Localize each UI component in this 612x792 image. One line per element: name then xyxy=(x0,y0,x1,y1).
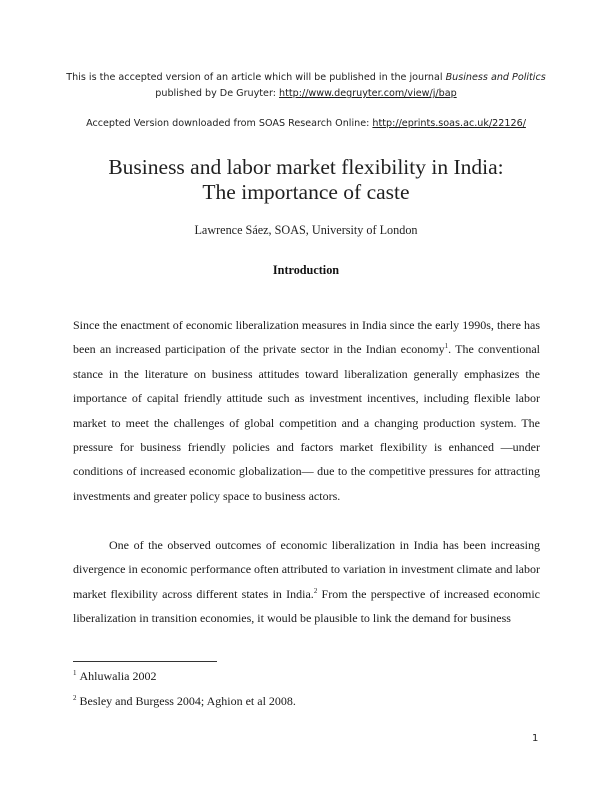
repository-link[interactable]: http://eprints.soas.ac.uk/22126/ xyxy=(372,118,526,129)
footnote-ref-1[interactable]: 1 xyxy=(444,342,449,351)
para1-text-b: . The conventional stance in the literature on business attitudes toward liberalization generally emphasizes the importance of capital friendly attitude such as investment incentives, including flexible labor market to meet the challenges of global competition and a changing production system. The pressure for business friendly policies and factors market flexibility is enhanced —under conditions of increased economic globalization— due to the competitive pressures for attracting investments and greater policy space to business actors. xyxy=(73,342,540,503)
author-line: Lawrence Sáez, SOAS, University of London xyxy=(194,223,418,237)
title-line-1: Business and labor market flexibility in India: xyxy=(108,155,504,179)
journal-name: Business and Politics xyxy=(445,72,546,83)
footnote-1-text: Ahluwalia 2002 xyxy=(79,669,157,683)
para1-text-a: Since the enactment of economic liberalization measures in India since the early 1990s, there has been an increased participation of the private sector in the Indian economy xyxy=(73,318,540,357)
body-paragraph-2 xyxy=(73,533,540,631)
footnote-ref-2[interactable]: 2 xyxy=(313,586,318,595)
footnote-1 xyxy=(73,669,157,684)
title-line-2: The importance of caste xyxy=(202,180,410,204)
repository-notice-text: Accepted Version downloaded from SOAS Research Online: xyxy=(86,118,370,129)
acceptance-notice xyxy=(0,70,612,102)
footnote-divider xyxy=(73,661,217,662)
footnote-2-mark: 2 xyxy=(73,694,77,702)
para2-text-b: From the perspective of increased economic liberalization in transition economies, it would be plausible to link the demand for business xyxy=(73,586,541,626)
page-number: 1 xyxy=(532,733,539,744)
para2-text-a: One of the observed outcomes of economic liberalization in India has been increasing divergence in economic performance often attributed to variation in investment climate and labor market flexibility across different states in India. xyxy=(73,538,540,601)
article-title xyxy=(0,155,612,205)
footnote-2-text: Besley and Burgess 2004; Aghion et al 2008. xyxy=(79,694,296,708)
section-heading: Introduction xyxy=(272,263,340,277)
publisher-link[interactable]: http://www.degruyter.com/view/j/bap xyxy=(279,88,457,99)
repository-notice xyxy=(0,116,612,132)
notice-text-publisher: published by De Gruyter: xyxy=(155,88,276,99)
footnote-1-mark: 1 xyxy=(73,669,77,677)
notice-text: This is the accepted version of an article which will be published in the journal xyxy=(66,72,443,83)
body-paragraph-1 xyxy=(73,313,540,508)
footnote-2 xyxy=(73,694,296,709)
